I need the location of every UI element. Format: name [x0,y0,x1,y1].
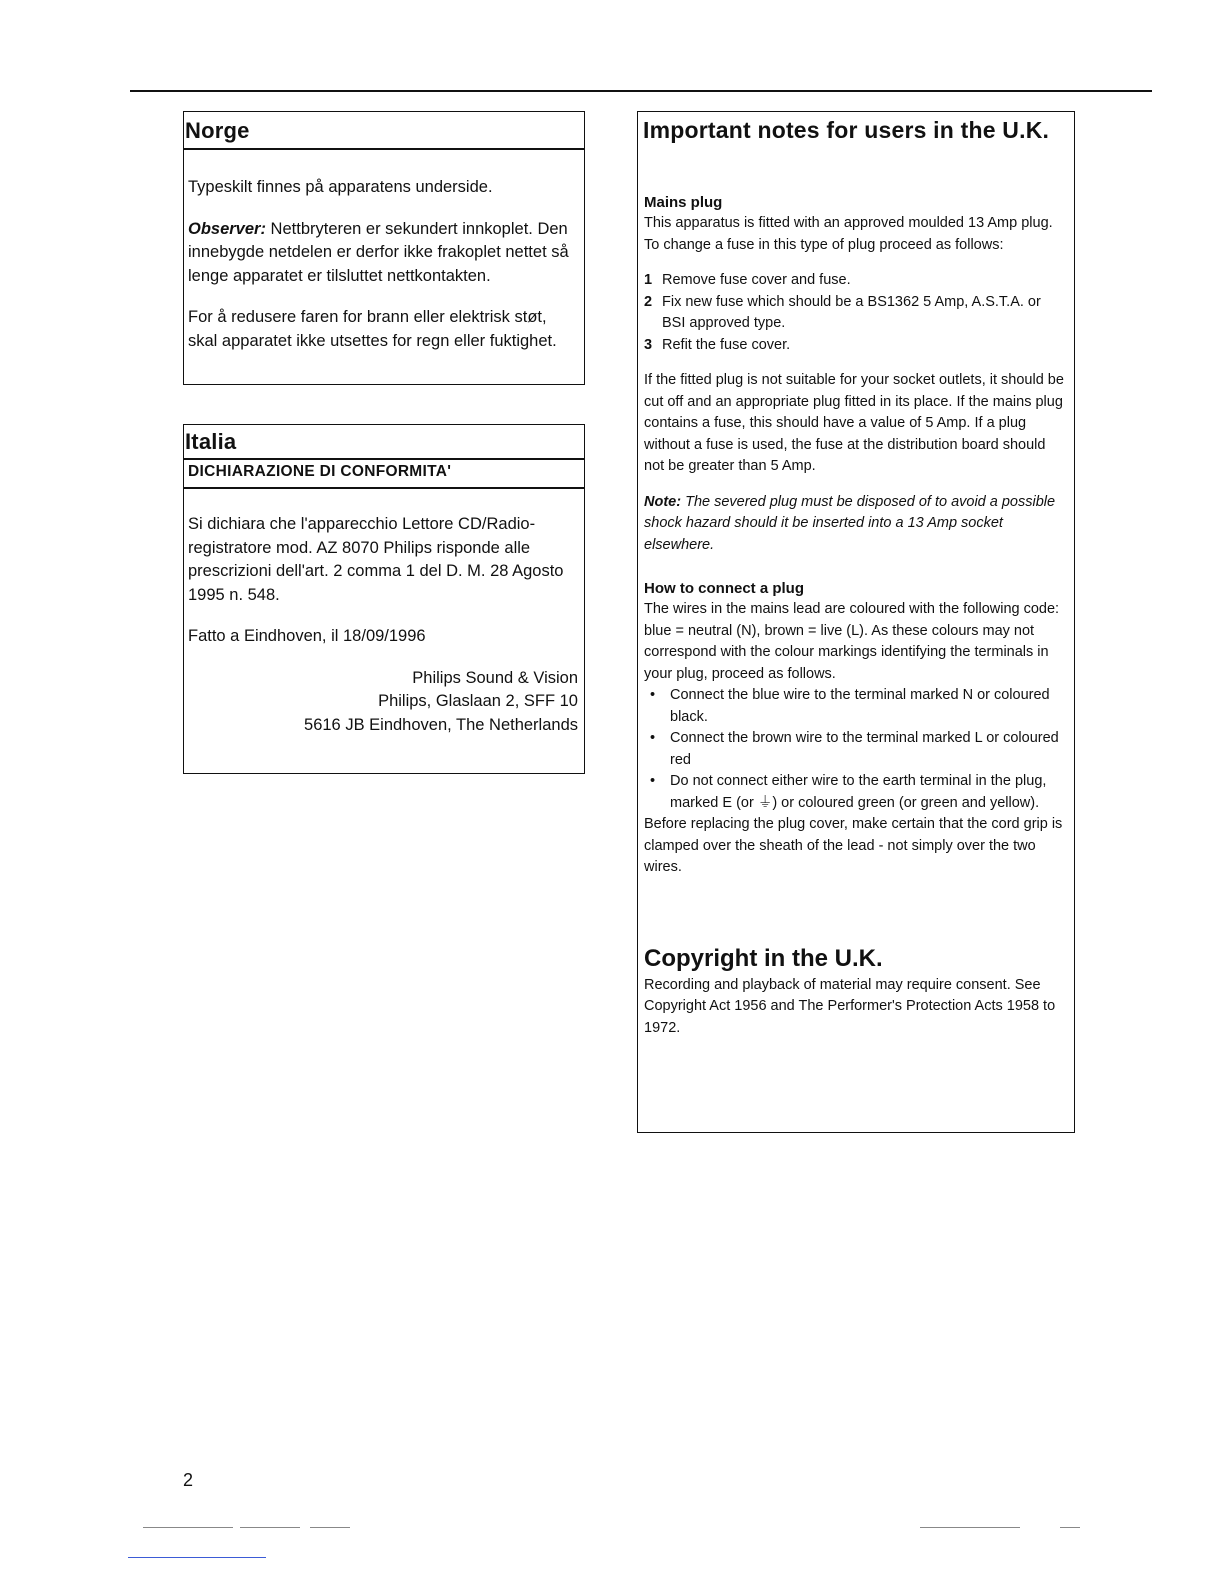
wiring-bullet: • Do not connect either wire to the earth terminal in the plug, marked E (or ⏚) or coloured green (or green and yellow). [650,773,1047,811]
footer-mark [240,1527,300,1528]
bullet-icon: • [650,773,656,789]
footer-link-underline [128,1557,266,1558]
unsuitable-plug-text: If the fitted plug is not suitable for your socket outlets, it should be cut off and an appropriate plug fitted in its place. If the mains plug contains a fuse, this should have a value of 5 Amp. If a plug without a fuse is used, the fuse at the distribution board should not be greater than 5 Amp. [644,372,1064,474]
fuse-step: 1 Remove fuse cover and fuse. [644,272,851,288]
italia-section [183,424,585,774]
italia-title: Italia [185,429,237,454]
copyright-title: Copyright in the U.K. [644,944,883,972]
footer-mark [1060,1527,1080,1528]
declaration-rule [184,487,584,489]
fuse-steps [644,270,1066,356]
wiring-bullet: • Connect the brown wire to the terminal marked L or coloured red [650,730,1059,768]
norge-paragraph-2 [188,218,578,289]
signature-line-1: Philips Sound & Vision [412,668,578,687]
fuse-step: 3 Refit the fuse cover. [644,336,791,353]
observer-label: Observer: [188,219,266,238]
italia-title-rule [184,458,584,460]
italia-paragraph-1: Si dichiara che l'apparecchio Lettore CD/Radio-registratore mod. AZ 8070 Philips risponde alle prescrizioni dell'art. 2 comma 1 del D. M. 28 Agosto 1995 n. 548. [188,515,564,604]
declaration-heading: DICHIARAZIONE DI CONFORMITA' [188,463,452,480]
footer-mark [143,1527,233,1528]
norge-title-rule [184,148,584,150]
page-number: 2 [183,1470,194,1490]
norge-title: Norge [185,118,250,143]
note-text: Note: The severed plug must be disposed of to avoid a possible shock hazard should it be inserted into a 13 Amp socket elsewhere. [644,493,1056,553]
italia-body [188,513,578,737]
bullet-icon: • [650,687,656,703]
top-rule [130,90,1152,92]
copyright-text: Recording and playback of material may require consent. See Copyright Act 1956 and The Performer's Protection Acts 1958 to 1972. [644,976,1056,1036]
uk-body [644,192,1066,1039]
signature-line-2: Philips, Glaslaan 2, SFF 10 [378,692,578,710]
norge-paragraph-3: For å redusere faren for brann eller elektrisk støt, skal apparatet ikke utsettes for regn eller fuktighet. [188,308,557,350]
mains-plug-heading: Mains plug [644,194,723,211]
norge-section [183,111,585,385]
norge-paragraph-1: Typeskilt finnes på apparatens underside. [188,178,493,196]
fuse-step: 2 Fix new fuse which should be a BS1362 5 Amp, A.S.T.A. or BSI approved type. [644,293,1041,331]
norge-body [188,176,578,353]
wiring-bullet: • Connect the blue wire to the terminal marked N or coloured black. [650,687,1050,725]
bullet-icon: • [650,730,656,746]
uk-title: Important notes for users in the U.K. [643,117,1050,143]
observer-text: Nettbryteren er sekundert innkoplet. Den innebygde netdelen er derfor ikke frakoplet nettet så lenge apparatet er tilsluttet nettkontakten. [188,219,569,285]
connect-plug-heading: How to connect a plug [644,580,804,597]
mains-plug-text: This apparatus is fitted with an approved moulded 13 Amp plug. To change a fuse in this type of plug proceed as follows: [644,215,1053,253]
connect-plug-text: The wires in the mains lead are coloured with the following code: blue = neutral (N), brown = live (L). As these colours may not correspond with the colour markings identifying the terminals in your plug, proceed as follows. [644,601,1060,682]
wiring-bullets [644,685,1066,814]
note-label: Note: [644,493,682,510]
before-replacing-text: Before replacing the plug cover, make certain that the cord grip is clamped over the sheath of the lead - not simply over the two wires. [644,816,1063,875]
signature-line-3: 5616 JB Eindhoven, The Netherlands [304,715,578,734]
footer-mark [920,1527,1020,1528]
footer-mark [310,1527,350,1528]
italia-paragraph-2: Fatto a Eindhoven, il 18/09/1996 [188,627,426,645]
uk-section [637,111,1075,1133]
